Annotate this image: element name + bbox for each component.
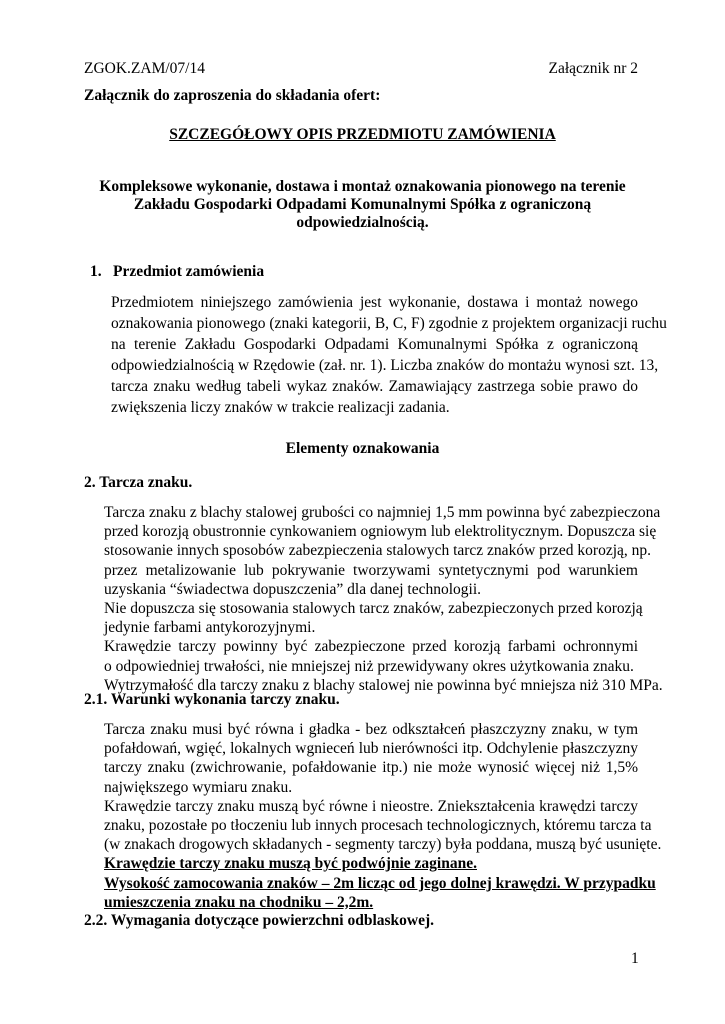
intro-line-2: Zakładu Gospodarki Odpadami Komunalnymi Spółka z ograniczoną bbox=[133, 196, 592, 213]
section21-heading: 2.1. Warunki wykonania tarczy znaku. bbox=[84, 691, 340, 708]
section2-body bbox=[104, 503, 663, 695]
paragraph-line: przed korozją obustronnie cynkowaniem ogniowym lub elektrolitycznym. Dopuszcza się bbox=[104, 523, 657, 541]
page-title: SZCZEGÓŁOWY OPIS PRZEDMIOTU ZAMÓWIENIA bbox=[169, 126, 556, 143]
attachment-subtitle: Załącznik do zaproszenia do składania ofert: bbox=[84, 87, 381, 104]
paragraph-line: jedynie farbami antykorozyjnymi. bbox=[104, 619, 316, 637]
paragraph-line: Tarcza znaku musi być równa i gładka - bez odkształceń płaszczyzny znaku, w tym bbox=[104, 721, 638, 738]
paragraph-line: Tarcza znaku z blachy stalowej grubości co najmniej 1,5 mm powinna być zabezpieczona bbox=[104, 504, 661, 521]
paragraph-line: odpowiedzialnością w Rzędowie (zał. nr. 1). Liczba znaków do montażu wynosi szt. 13, bbox=[111, 357, 659, 374]
section1-body bbox=[111, 292, 667, 418]
page-number: 1 bbox=[631, 950, 639, 967]
paragraph-line: zwiększenia liczy znaków w trakcie realizacji zadania. bbox=[111, 399, 450, 416]
section22-title: . Wymagania dotyczące powierzchni odblaskowej. bbox=[103, 912, 435, 929]
paragraph-line: tarczy znaku (zwichrowanie, pofałdowanie itp.) nie może wynosić więcej niż 1,5% bbox=[104, 759, 638, 777]
paragraph-line: Przedmiotem niniejszego zamówienia jest wykonanie, dostawa i montaż nowego bbox=[111, 294, 638, 311]
paragraph-line: na terenie Zakładu Gospodarki Odpadami Komunalnymi Spółka z ograniczoną bbox=[111, 336, 638, 353]
section1-number: 1. bbox=[90, 263, 102, 280]
paragraph-line: (w znakach drogowych składanych - segmenty tarczy) była poddana, muszą być usunięte. bbox=[104, 836, 662, 854]
paragraph-line: znaku, pozostałe po tłoczeniu lub innych procesach technologicznych, któremu tarcza ta bbox=[104, 816, 652, 834]
doc-code: ZGOK.ZAM/07/14 bbox=[84, 60, 205, 77]
paragraph-line: stosowanie innych sposobów zabezpieczenia stalowych tarcz znaków przed korozją, np. bbox=[104, 542, 652, 560]
paragraph-line: Nie dopuszcza się stosowania stalowych tarcz znaków, zabezpieczonych przed korozją bbox=[104, 599, 643, 617]
section22-heading bbox=[84, 911, 434, 931]
paragraph-line: tarcza znaku według tabeli wykaz znaków. Zamawiający zastrzega sobie prawo do bbox=[111, 378, 638, 395]
paragraph-line: Krawędzie tarczy powinny być zabezpieczone przed korozją farbami ochronnymi bbox=[104, 638, 638, 656]
paragraph-line: Krawędzie tarczy znaku muszą być równe i nieostre. Zniekształcenia krawędzi tarczy bbox=[104, 797, 638, 815]
attachment-number: Załącznik nr 2 bbox=[548, 60, 638, 77]
paragraph-line: pofałdowań, wgięć, lokalnych wgnieceń lub nierówności itp. Odchylenie płaszczyzny bbox=[104, 740, 638, 758]
elements-heading: Elementy oznakowania bbox=[285, 440, 440, 457]
paragraph-line: największego wymiaru znaku. bbox=[104, 778, 293, 796]
paragraph-line: o odpowiedniej trwałości, nie mniejszej niż przewidywany okres użytkowania znaku. bbox=[104, 657, 634, 675]
emphasis-line: Wysokość zamocowania znaków – 2m licząc od jego dolnej krawędzi. W przypadku bbox=[104, 874, 656, 892]
section1-heading: Przedmiot zamówienia bbox=[113, 263, 265, 280]
paragraph-line: Wytrzymałość dla tarczy znaku z blachy stalowej nie powinna być mniejsza niż 310 MPa. bbox=[104, 676, 663, 694]
intro-line-1: Kompleksowe wykonanie, dostawa i montaż oznakowania pionowego na terenie bbox=[99, 178, 626, 195]
emphasis-line: umieszczenia znaku na chodniku – 2,2m. bbox=[104, 893, 374, 911]
section2-heading: 2. Tarcza znaku. bbox=[84, 474, 193, 491]
paragraph-line: uzyskania “świadectwa dopuszczenia” dla danej technologii. bbox=[104, 580, 482, 598]
emphasis-line: Krawędzie tarczy znaku muszą być podwójnie zaginane. bbox=[104, 855, 477, 873]
intro-line-3: odpowiedzialnością. bbox=[296, 214, 429, 231]
section22-number: 2.2 bbox=[84, 912, 104, 929]
paragraph-line: oznakowania pionowego (znaki kategorii, B, C, F) zgodnie z projektem organizacji ruchu bbox=[111, 315, 667, 332]
section21-body bbox=[104, 720, 662, 912]
paragraph-line: przez metalizowanie lub pokrywanie tworzywami syntetycznymi pod warunkiem bbox=[104, 561, 638, 579]
